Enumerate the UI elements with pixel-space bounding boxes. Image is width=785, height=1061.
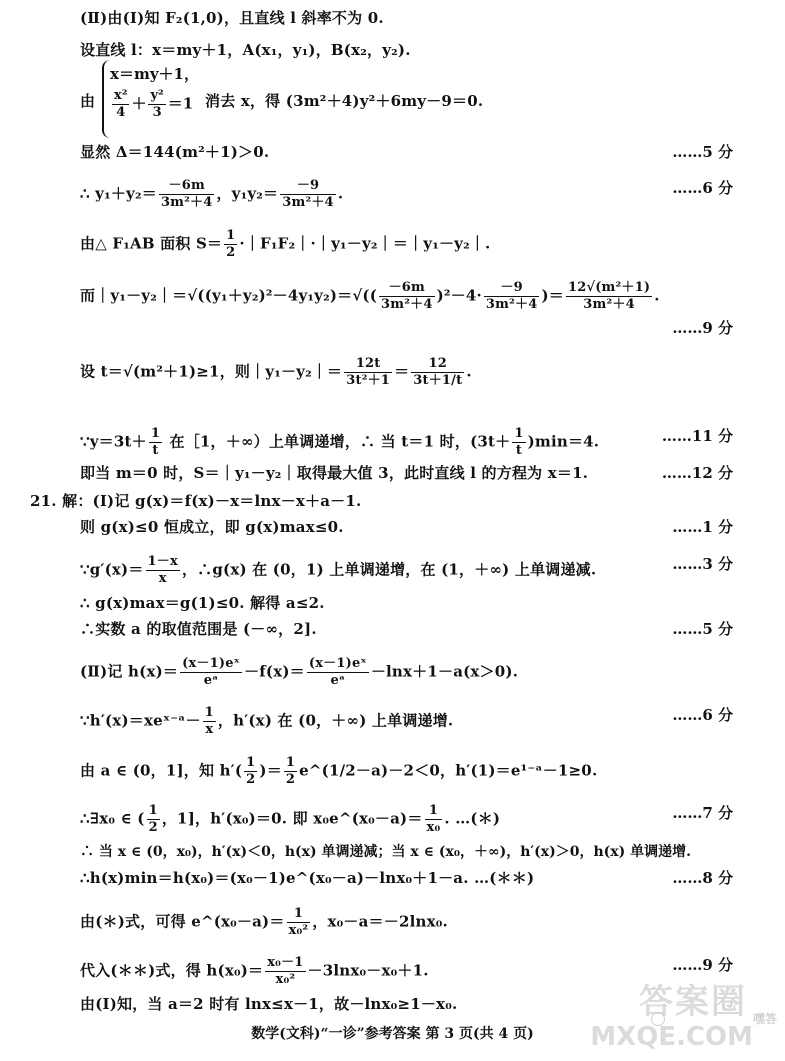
score-9b: ……9 分 [672, 956, 733, 974]
fraction: $\frac{1}{2}$ [285, 755, 296, 787]
fraction: $\frac{\text{(x－1)eˣ}}{\text{eᵃ}}$ [308, 656, 367, 688]
fraction: $\frac{1}{2}$ [148, 803, 158, 835]
score-3: ……3 分 [672, 555, 733, 573]
line-h-prime-signs: 由 a ∈ (0，1]，知 h′( $\frac{1}{2}$ )＝ $\frac{1}{2}$ e^(1/2－a)－2＜0，h′(1)＝e¹⁻ᵃ－1≥0. [80, 755, 598, 787]
fraction: $\frac{\text{y²}}{3}$ [150, 88, 164, 120]
score-12: ……12 分 [661, 464, 733, 482]
fraction: $\frac{12t}{\text{3t²＋1}}$ [346, 356, 391, 388]
score-1: ……1 分 [672, 518, 733, 536]
fraction: $\frac{1}{\text{x₀}}$ [426, 803, 441, 835]
line-monotonic-t: ∵y＝3t＋ $\frac{1}{t}$ 在［1，＋∞）上单调递增，∴ 当 t＝1 时，(3t＋ $\frac{1}{t}$ )min＝4. [80, 426, 600, 458]
line-eliminate: 消去 x，得 (3m²＋4)y²＋6my－9＝0. [205, 92, 484, 110]
page-footer: 数学(文科)“一诊”参考答案 第 3 页(共 4 页) [251, 1026, 534, 1042]
line-h-derivative: ∵h′(x)＝xeˣ⁻ᵃ－ $\frac{1}{x}$ ，h′(x) 在 (0，＋∞) 上单调递增. [80, 705, 454, 737]
fraction: $\frac{1}{t}$ [514, 426, 524, 458]
watermark-tag: 嘿答 [752, 1012, 777, 1026]
line-inequality: 由(Ⅰ)知，当 a＝2 时有 lnx≤x－1，故－lnx₀≥1－x₀. [80, 995, 458, 1013]
score-6b: ……6 分 [672, 706, 733, 724]
fraction: $\frac{1}{t}$ [150, 426, 161, 458]
line-system-prefix: 由 [80, 92, 96, 110]
line-solve-a: ∴ g(x)max＝g(1)≤0. 解得 a≤2. [80, 594, 325, 612]
line-part2-intro: (Ⅱ)由(Ⅰ)知 F₂(1,0)，且直线 l 斜率不为 0. [80, 9, 384, 27]
fraction: $\frac{-6m}{\text{3m²＋4}}$ [381, 280, 433, 312]
watermark [587, 982, 777, 1058]
score-9: ……9 分 [672, 319, 733, 337]
system-row-2: $\frac{\text{x²}}{4}$ ＋ $\frac{\text{y²}}{3}$ ＝1 [114, 88, 194, 120]
score-11: ……11 分 [661, 427, 733, 445]
fraction: $\frac{\text{x₀－1}}{\text{x₀²}}$ [267, 955, 304, 987]
question-21-header: 21. 解：(Ⅰ)记 g(x)＝f(x)－x＝lnx－x＋a－1. [30, 492, 362, 510]
line-vieta: ∴ y₁＋y₂＝ $\frac{-6m}{\text{3m²＋4}}$ ，y₁y₂＝ $\frac{-9}{\text{3m²＋4}}$ . [80, 178, 344, 210]
line-range-a: ∴实数 a 的取值范围是 (－∞，2]. [80, 620, 317, 638]
line-h-min: ∴h(x)min＝h(x₀)＝(x₀－1)e^(x₀－a)－lnx₀＋1－a. …(＊＊) [80, 869, 535, 887]
line-from-star: 由(＊)式，可得 e^(x₀－a)＝ $\frac{1}{\text{x₀²}}$ ，x₀－a＝－2lnx₀. [80, 906, 448, 938]
fraction: $\frac{12}{3t+1/t}$ [413, 356, 463, 388]
line-exists-x0: ∴∃x₀ ∈ ( $\frac{1}{2}$ ，1]，h′(x₀)＝0. 即 x₀e^(x₀－a)＝ $\frac{1}{\text{x₀}}$ . …(＊) [80, 803, 501, 835]
fraction: $\frac{1}{2}$ [226, 228, 236, 260]
fraction: $\frac{1}{x}$ [204, 705, 214, 737]
fraction: $\frac{1}{2}$ [246, 755, 256, 787]
line-set-line: 设直线 l：x＝my＋1，A(x₁，y₁)，B(x₂，y₂). [80, 41, 411, 59]
watermark-url: MXQE.COM [590, 1022, 753, 1052]
line-substitute-t: 设 t＝√(m²＋1)≥1，则｜y₁－y₂｜＝ $\frac{12t}{\text{3t²＋1}}$ ＝ $\frac{12}{3t+1/t}$ . [80, 356, 472, 388]
score-5: ……5 分 [672, 143, 733, 161]
fraction: $\frac{-6m}{\text{3m²＋4}}$ [160, 178, 213, 210]
score-5b: ……5 分 [672, 620, 733, 638]
fraction: $\frac{1}{\text{x₀²}}$ [288, 906, 309, 938]
fraction: $\frac{-9}{\text{3m²＋4}}$ [485, 280, 538, 312]
line-define-h: (Ⅱ)记 h(x)＝ $\frac{\text{(x－1)eˣ}}{\text{eᵃ}}$ －f(x)＝ $\frac{\text{(x－1)eˣ}}{\text{eᵃ}}$ －lnx＋1－a(x＞0). [80, 656, 519, 688]
line-h-monotonicity: ∴ 当 x ∈ (0，x₀)，h′(x)＜0，h(x) 单调递减；当 x ∈ (x₀，＋∞)，h′(x)＞0，h(x) 单调递增. [80, 844, 691, 860]
line-delta: 显然 Δ＝144(m²＋1)＞0. [80, 143, 270, 161]
line-abs-diff: 而｜y₁－y₂｜＝√((y₁＋y₂)²－4y₁y₂)＝√(( $\frac{-6m}{\text{3m²＋4}}$ )²－4· $\frac{-9}{\text{3m²＋4}}$ )＝ $\frac{\text{12√(m²＋1)}}{\text{3m²＋4}}$ . [80, 280, 660, 312]
fraction: $\frac{\text{x²}}{4}$ [114, 88, 128, 120]
fraction: $\frac{\text{12√(m²＋1)}}{\text{3m²＋4}}$ [567, 280, 651, 312]
fraction: $\frac{-9}{\text{3m²＋4}}$ [282, 178, 334, 210]
line-g-derivative: ∵g′(x)＝ $\frac{1-x}{x}$ ，∴g(x) 在 (0，1) 上单调递增，在 (1，＋∞) 上单调递减. [80, 554, 597, 586]
line-max-value: 即当 m＝0 时，S＝｜y₁－y₂｜取得最大值 3，此时直线 l 的方程为 x＝1. [80, 464, 589, 482]
equation-system [102, 60, 214, 138]
score-8: ……8 分 [672, 869, 733, 887]
score-6: ……6 分 [672, 179, 733, 197]
fraction: $\frac{1-x}{x}$ [147, 554, 178, 586]
fraction: $\frac{\text{(x－1)eˣ}}{\text{eᵃ}}$ [182, 656, 241, 688]
watermark-logo-text: 答案圈 [639, 982, 747, 1022]
line-substitute-starstar: 代入(＊＊)式，得 h(x₀)＝ $\frac{\text{x₀－1}}{\text{x₀²}}$ －3lnx₀－x₀＋1. [80, 955, 429, 987]
score-7: ……7 分 [672, 804, 733, 822]
system-row-1: x＝my＋1， [110, 65, 199, 83]
line-area: 由△ F₁AB 面积 S＝ $\frac{1}{2}$ ·｜F₁F₂｜·｜y₁－y₂｜＝｜y₁－y₂｜. [80, 228, 491, 260]
line-g-max: 则 g(x)≤0 恒成立，即 g(x)max≤0. [80, 518, 344, 536]
